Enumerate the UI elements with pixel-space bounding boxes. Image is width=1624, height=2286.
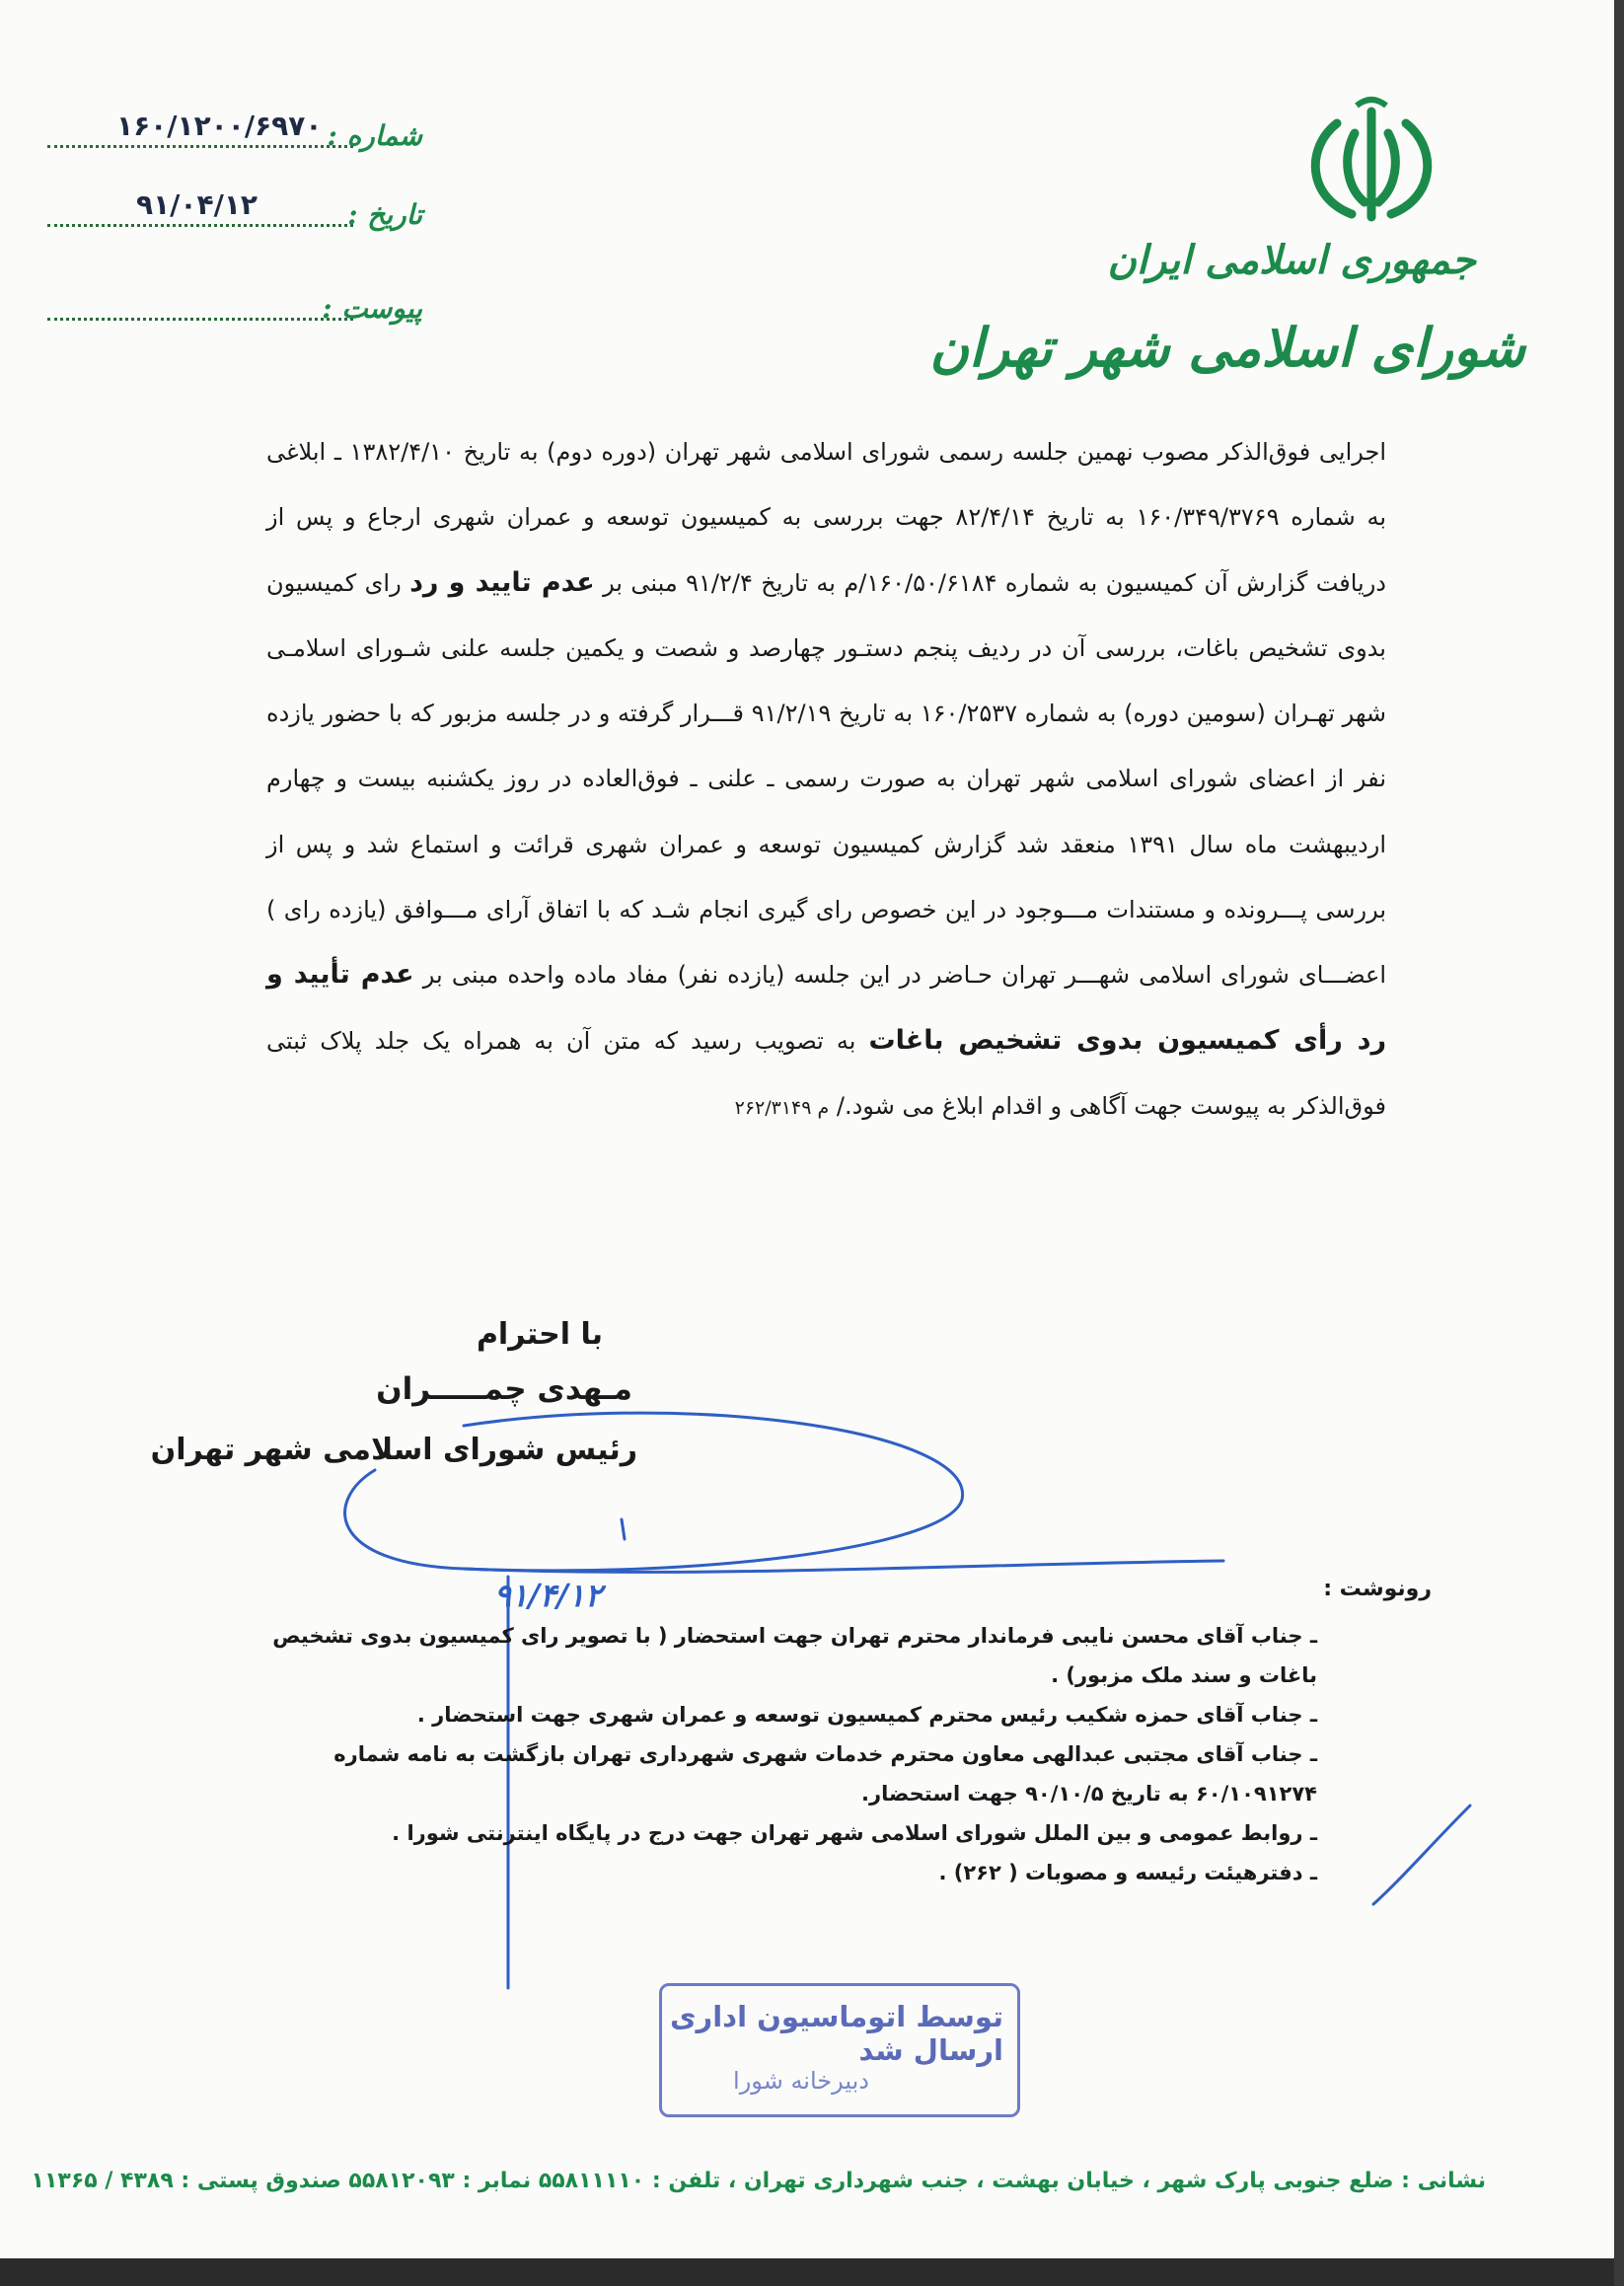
signer-title: رئیس شورای اسلامی شهر تهران [150, 1433, 637, 1467]
body-bold-phrase-1: عدم تایید و رد [409, 566, 595, 598]
letter-date-row [47, 187, 422, 233]
scan-border-right [1614, 0, 1624, 2286]
cc-list [266, 1616, 1317, 1892]
footer-address: نشانی : ضلع جنوبی پارک شهر ، خیابان بهشت ، جنب شهرداری تهران ، تلفن : ۵۵۸۱۱۱۱۰ نمابر : ۵۵۸۱۲۰۹۳ صندوق پستی : ۴۳۸۹ / ۱۱۳۶۵ [31, 2169, 1486, 2193]
automation-stamp [659, 1983, 1020, 2117]
regards-text: با احترام [476, 1317, 603, 1352]
iran-emblem-logo [1297, 94, 1445, 227]
body-bold-phrase-2: عدم تأیید و رد رأی کمیسیون بدوی تشخیص باغات [266, 959, 1386, 1056]
handwritten-date: ۹۱/۴/۱۲ [493, 1577, 602, 1614]
republic-title: جمهوری اسلامی ایران [1107, 237, 1476, 283]
cc-item: ـ جناب آقای محسن نایبی فرماندار محترم تهران جهت استحضار ( با تصویر رای کمیسیون بدوی تشخیص باغات و سند ملک مزبور) . [272, 1624, 1317, 1687]
letter-body [266, 419, 1386, 1141]
cc-item: ـ دفترهیئت رئیسه و مصوبات ( ۲۶۲) . [938, 1861, 1317, 1884]
stamp-text-secretariat: دبیرخانه شورا [733, 2067, 869, 2095]
cc-item: ـ روابط عمومی و بین الملل شورای اسلامی شهر تهران جهت درج در پایگاه اینترنتی شورا . [392, 1821, 1317, 1845]
letter-date-value: ۹۱/۰۴/۱۲ [136, 188, 258, 221]
letter-date-label: تاریخ : [347, 198, 422, 231]
signer-name: مـهدی چمـــــران [376, 1371, 632, 1407]
cc-item: ـ جناب آقای حمزه شکیب رئیس محترم کمیسیون توسعه و عمران شهری جهت استحضار . [416, 1703, 1317, 1727]
dotted-line [47, 224, 353, 227]
letter-number-row [47, 109, 422, 154]
attachment-label: پیوست : [322, 292, 422, 325]
reference-code: م ۲۶۲/۳۱۴۹ [734, 1096, 830, 1119]
letter-number-label: شماره : [327, 119, 422, 152]
body-text-part1: اجرایی فوق‌الذکر مصوب نهمین جلسه رسمی شورای اسلامی شهر تهران (دوره دوم) به تاریخ ۱۳۸۲/۴/۱۰ ـ ابلاغی به شماره ۱۶۰/۳۴۹/۳۷۶۹ به تاریخ ۸۲/۴/۱۴ جهت بررسی به کمیسیون توسعه و عمران شهری ارجاع و پس از دریافت گزارش آن کمیسیون به شماره ۱۶۰/۵۰/۶۱۸۴/م به تاریخ ۹۱/۲/۴ مبنی بر [266, 438, 1387, 597]
stamp-text-sent: توسط اتوماسیون اداری ارسال شد [669, 2000, 1003, 2067]
scan-border-bottom [0, 2258, 1624, 2286]
dotted-line [47, 145, 353, 148]
attachment-row [47, 281, 422, 327]
council-title: شورای اسلامی شهر تهران [929, 316, 1525, 379]
dotted-line [47, 318, 353, 321]
cc-label: رونوشت : [1323, 1577, 1432, 1601]
body-text-part3: به تصویب رسید که متن آن به همراه یک جلد پلاک ثبتی فوق‌الذکر به پیوست جهت آگاهی و اقدام ابلاغ می شود./ [266, 1026, 1386, 1120]
cc-item: ـ جناب آقای مجتبی عبدالهی معاون محترم خدمات شهری شهرداری تهران بازگشت به نامه شماره ۶۰/۱۰۹۱۲۷۴ به تاریخ ۹۰/۱۰/۵ جهت استحضار. [333, 1742, 1317, 1806]
body-text-part2: رای کمیسیون بدوی تشخیص باغات، بررسی آن در ردیف پنجم دستـور چهارصد و شصت و یکمین جلسه علنی شـورای اسلامـی شهر تهـران (سومین دوره) به شماره ۱۶۰/۲۵۳۷ به تاریخ ۹۱/۲/۱۹ قـــرار گرفته و در جلسه مزبور که با حضور یازده نفر از اعضای شورای اسلامی شهر تهران به صورت رسمی ـ علنی ـ فوق‌العاده در روز یکشنبه بیست و چهارم اردیبهشت ماه سال ۱۳۹۱ منعقد شد گزارش کمیسیون توسعه و عمران شهری قرائت و استماع شد و پس از بررسی پـــرونده و مستندات مـــوجود در این خصوص رای گیری انجام شـد که با اتفاق آرای مـــوافق (یازده رای ) اعضـــای شورای اسلامی شهـــر تهران حـاضر در این جلسه (یازده نفر) مفاد ماده واحده مبنی بر [266, 568, 1387, 990]
letter-number-value: ۱۶۰/۱۲۰۰/۶۹۷۰ [116, 110, 323, 142]
